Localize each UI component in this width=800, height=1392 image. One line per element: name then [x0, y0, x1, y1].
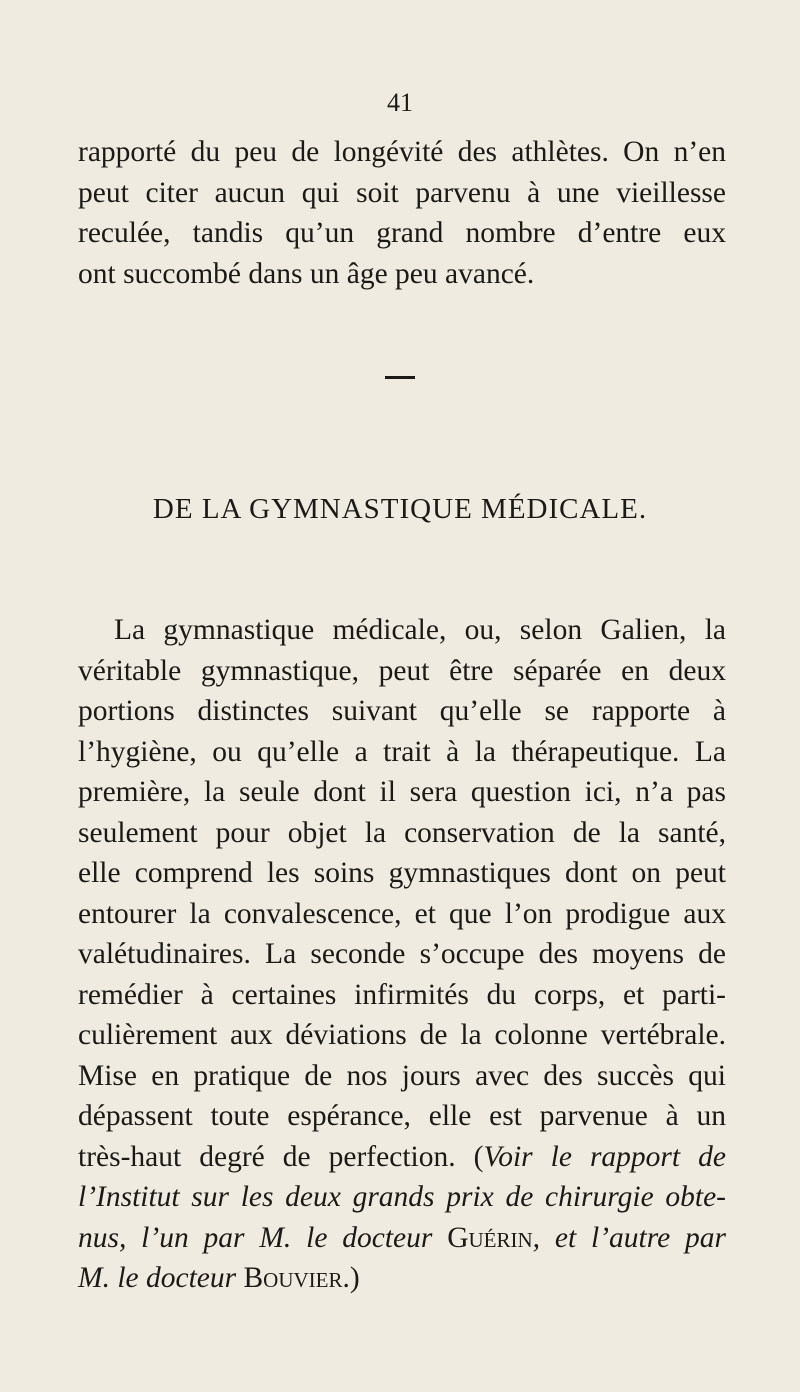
text-line: entourer la convalescence, et que l’on prodigue aux	[78, 897, 726, 930]
text-line: La gymnastique médicale, ou, selon Galien, la	[114, 614, 726, 646]
page-number: 41	[387, 88, 413, 117]
text-italic: M. le docteur	[78, 1262, 244, 1294]
text-line: valétudinaires. La seconde s’occupe des moyens de	[78, 938, 726, 970]
text-line: première, la seule dont il sera question ici, n’a pas	[78, 776, 726, 808]
text-line: dépassent toute espérance, elle est parvenue à un	[78, 1100, 726, 1132]
text-line: seulement pour objet la conservation de la santé,	[78, 816, 726, 849]
text-italic: Voir le rapport de	[483, 1140, 726, 1173]
section-title: DE LA GYMNASTIQUE MÉDICALE.	[152, 493, 648, 525]
text-line: véritable gymnastique, peut être séparée en deux	[78, 654, 726, 687]
text-roman: très-haut degré de perfection. (	[78, 1140, 484, 1173]
text-line: remédier à certaines infirmités du corps, et parti-	[78, 978, 726, 1011]
text-line: culièrement aux déviations de la colonne vertébrale.	[78, 1019, 726, 1051]
text-line: Mise en pratique de nos jours avec des succès qui	[78, 1059, 726, 1092]
text-line	[78, 1218, 726, 1259]
text-italic: nus, l’un par M. le docteur	[78, 1221, 448, 1254]
paragraph-continued	[78, 132, 726, 294]
text-line: l’hygiène, ou qu’elle a trait à la thérapeutique. La	[78, 735, 726, 768]
text-italic: , et l’autre par	[532, 1221, 726, 1254]
text-line: reculée, tandis qu’un grand nombre d’entre eux	[78, 217, 726, 249]
text-line: elle comprend les soins gymnastiques dont on peut	[78, 857, 726, 889]
text-line: peut citer aucun qui soit parvenu à une vieillesse	[78, 176, 726, 209]
text-line	[78, 1137, 726, 1178]
text-line: ont succombé dans un âge peu avancé.	[78, 257, 535, 290]
text-line	[78, 1258, 726, 1299]
text-line: l’Institut sur les deux grands prix de chirurgie obte-	[78, 1181, 726, 1213]
text-line: rapporté du peu de longévité des athlètes. On n’en	[78, 136, 726, 168]
section-divider	[385, 376, 415, 379]
author-name-guerin: Guérin	[447, 1221, 533, 1254]
text-line: portions distinctes suivant qu’elle se rapporte à	[78, 695, 726, 727]
paragraph-main	[78, 610, 726, 1299]
author-name-bouvier: Bouvier	[243, 1262, 343, 1294]
text-roman: .)	[342, 1262, 360, 1294]
